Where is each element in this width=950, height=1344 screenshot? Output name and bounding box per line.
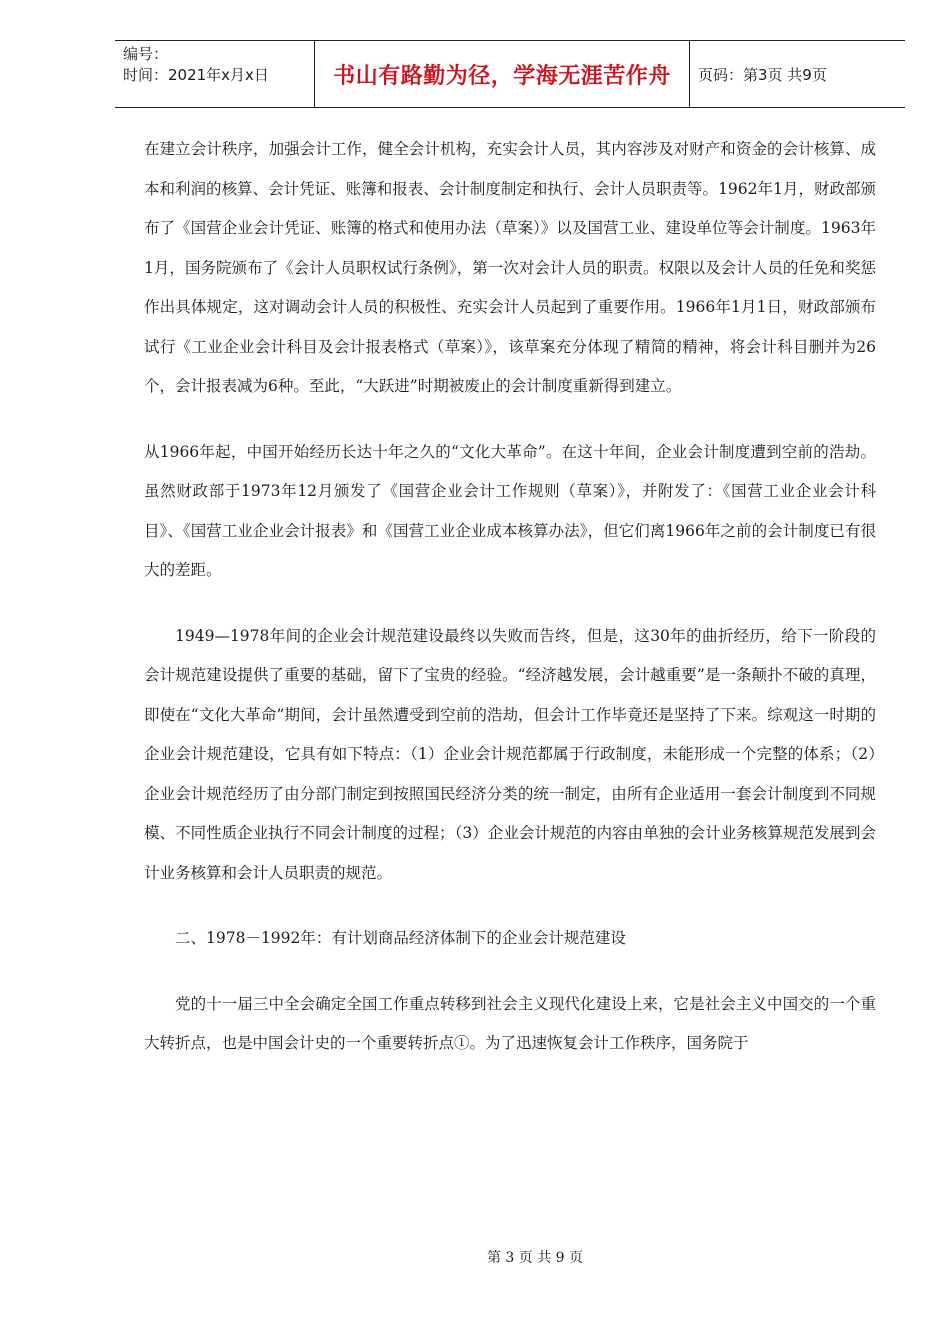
document-body	[144, 130, 876, 1064]
document-time-label: 时间：2021年x月x日	[123, 66, 269, 84]
paragraph-3: 1949—1978年间的企业会计规范建设最终以失败而告终，但是，这30年的曲折经历，给下一阶段的会计规范建设提供了重要的基础，留下了宝贵的经验。“经济越发展，会计越重要”是一条颠扑不破的真理，即使在“文化大革命”期间，会计虽然遭受到空前的浩劫，但会计工作毕竟还是坚持了下来。综观这一时期的企业会计规范建设，它具有如下特点：（1）企业会计规范都属于行政制度，未能形成一个完整的体系；（2）企业会计规范经历了由分部门制定到按照国民经济分类的统一制定，由所有企业适用一套会计制度到不同规模、不同性质企业执行不同会计制度的过程；（3）企业会计规范的内容由单独的会计业务核算规范发展到会计业务核算和会计人员职责的规范。	[144, 626, 876, 882]
header-info-cell	[115, 41, 315, 107]
paragraph-2: 从1966年起，中国开始经历长达十年之久的“文化大革命”。在这十年间，企业会计制度遭到空前的浩劫。虽然财政部于1973年12月颁发了《国营企业会计工作规则（草案）》，并附发了：《国营工业企业会计科目》、《国营工业企业会计报表》和《国营工业企业成本核算办法》，但它们离1966年之前的会计制度已有很大的差距。	[144, 442, 876, 579]
header-page-number: 页码：第3页 共9页	[698, 65, 827, 84]
header-table	[115, 40, 905, 108]
section-heading: 二、1978－1992年：有计划商品经济体制下的企业会计规范建设	[175, 929, 626, 947]
header-motto: 书山有路勤为径，学海无涯苦作舟	[315, 41, 690, 107]
paragraph-4: 党的十一届三中全会确定全国工作重点转移到社会主义现代化建设上来，它是社会主义中国交的一个重大转折点，也是中国会计史的一个重要转折点①。为了迅速恢复会计工作秩序，国务院于	[144, 994, 876, 1052]
page-footer: 第 3 页 共 9 页	[486, 1250, 584, 1266]
paragraph-1: 在建立会计秩序，加强会计工作，健全会计机构，充实会计人员，其内容涉及对财产和资金的会计核算、成本和利润的核算、会计凭证、账簿和报表、会计制度制定和执行、会计人员职责等。1962年1月，财政部颁布了《国营企业会计凭证、账簿的格式和使用办法（草案）》以及国营工业、建设单位等会计制度。1963年1月，国务院颁布了《会计人员职权试行条例》，第一次对会计人员的职责。权限以及会计人员的任免和奖惩作出具体规定，这对调动会计人员的积极性、充实会计人员起到了重要作用。1966年1月1日，财政部颁布试行《工业企业会计科目及会计报表格式（草案）》，该草案充分体现了精简的精神，将会计科目删并为26个，会计报表减为6种。至此，“大跃进”时期被废止的会计制度重新得到建立。	[144, 140, 876, 395]
document-number-label: 编号：	[123, 45, 169, 63]
